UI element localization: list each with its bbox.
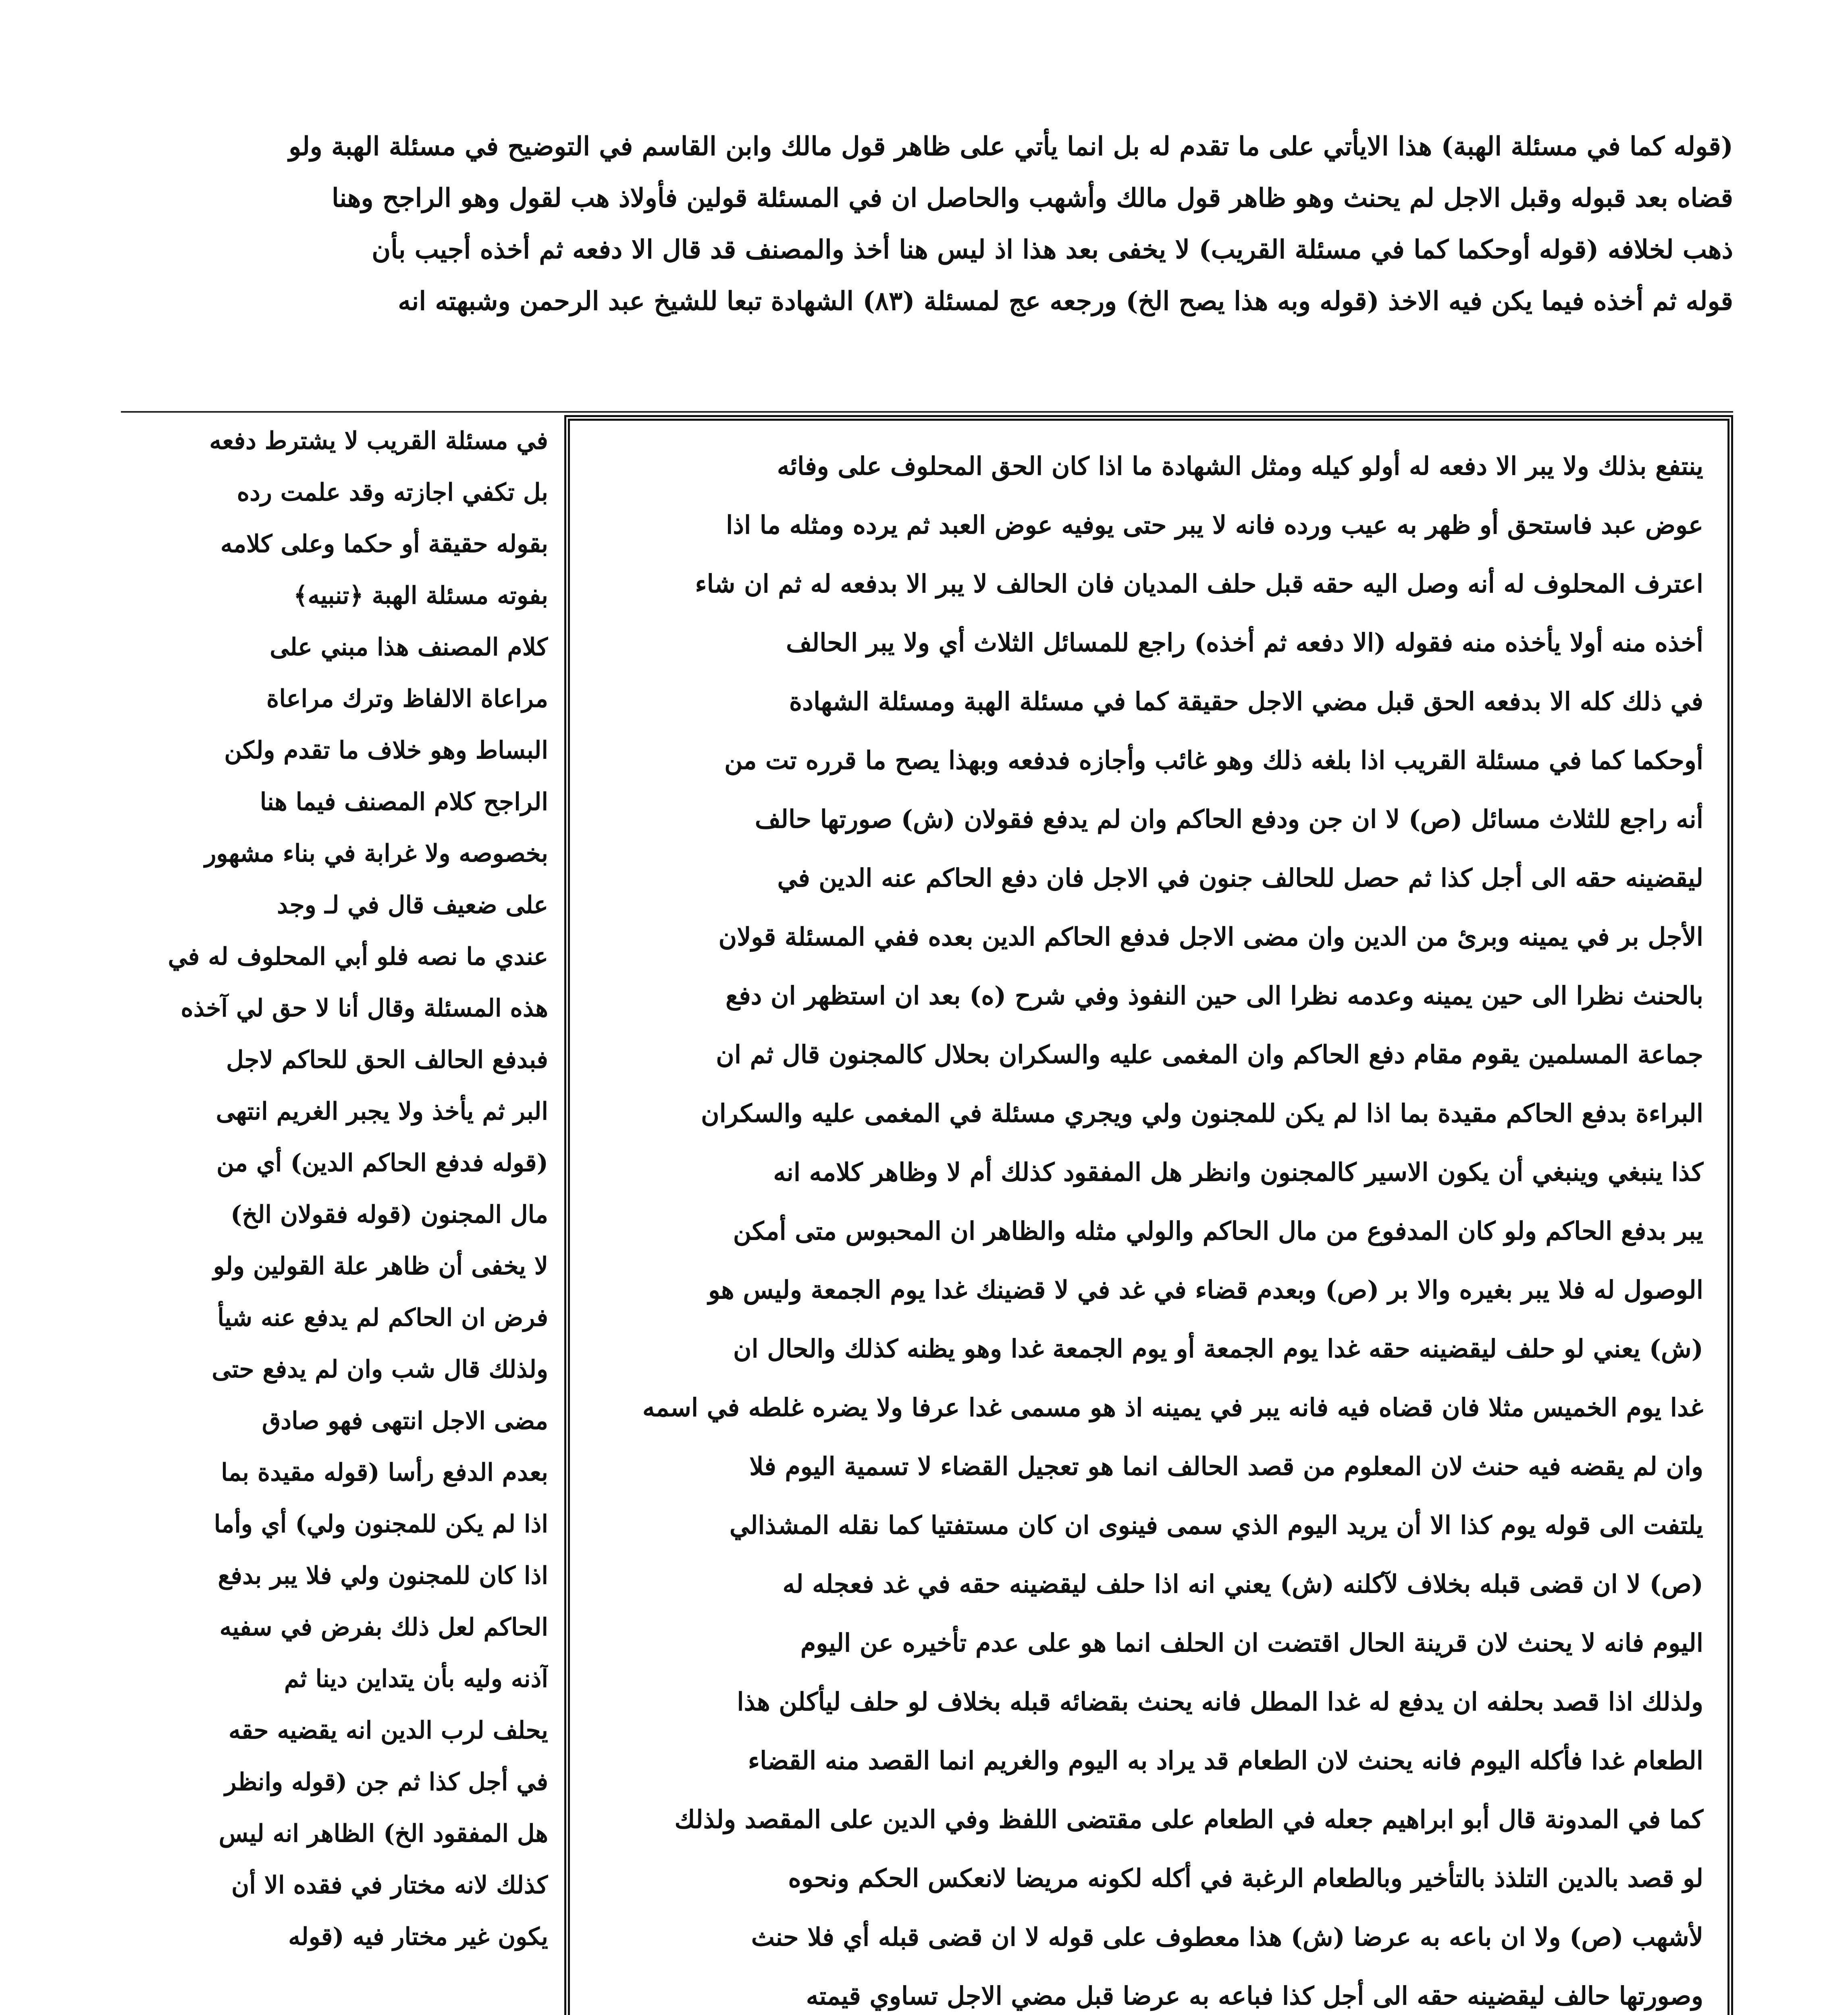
main-line: ليقضينه حقه الى أجل كذا ثم حصل للحالف جنون في الاجل فان دفع الحاكم عنه الدين في bbox=[777, 863, 1703, 893]
margin-line: الحاكم لعل ذلك بفرض في سفيه bbox=[219, 1613, 548, 1641]
main-line: الأجل بر في يمينه وبرئ من الدين وان مضى الاجل فدفع الحاكم الدين بعده ففي المسئلة قولان bbox=[718, 922, 1703, 951]
main-line: غدا يوم الخميس مثلا فان قضاه فيه فانه يبر في يمينه اذ هو مسمى غدا عرفا ولا يضره غلطه في اسمه bbox=[642, 1393, 1703, 1422]
margin-line: الراجح كلام المصنف فيما هنا bbox=[260, 788, 548, 816]
main-line: كما في المدونة قال أبو ابراهيم جعله في الطعام على مقتضى اللفظ وفي الدين على المقصد ولذلك bbox=[674, 1805, 1703, 1834]
header-line: ذهب لخلافه (قوله أوحكما كما في مسئلة القريب) لا يخفى بعد هذا اذ ليس هنا أخذ والمصنف قد قال الا دفعه ثم أخذه أجيب بأن bbox=[372, 235, 1733, 265]
margin-line: البساط وهو خلاف ما تقدم ولكن bbox=[224, 736, 548, 764]
margin-line: مضى الاجل انتهى فهو صادق bbox=[262, 1407, 548, 1435]
margin-line: هذه المسئلة وقال أنا لا حق لي آخذه bbox=[181, 994, 548, 1022]
main-line: الوصول له فلا يبر بغيره والا بر (ص) وبعدم قضاء في غد في لا قضينك غدا يوم الجمعة وليس هو bbox=[708, 1275, 1703, 1305]
margin-line: لا يخفى أن ظاهر علة القولين ولو bbox=[213, 1252, 548, 1280]
main-line: في ذلك كله الا بدفعه الحق قبل مضي الاجل حقيقة كما في مسئلة الهبة ومسئلة الشهادة bbox=[789, 687, 1703, 716]
main-line: وصورتها حالف ليقضينه حقه الى أجل كذا فباعه به عرضا قبل مضي الاجل تساوي قيمته bbox=[806, 1981, 1703, 2011]
margin-line: بقوله حقيقة أو حكما وعلى كلامه bbox=[220, 530, 548, 558]
margin-line: يحلف لرب الدين انه يقضيه حقه bbox=[228, 1716, 548, 1745]
main-line: (ش) يعني لو حلف ليقضينه حقه غدا يوم الجمعة أو يوم الجمعة غدا وهو يظنه كذلك والحال ان bbox=[733, 1334, 1703, 1363]
main-line: أوحكما كما في مسئلة القريب اذا بلغه ذلك وهو غائب وأجازه فدفعه وبهذا يصح ما قرره تت من bbox=[724, 746, 1703, 775]
main-line: لأشهب (ص) ولا ان باعه به عرضا (ش) هذا معطوف على قوله لا ان قضى قبله أي فلا حنث bbox=[751, 1922, 1703, 1952]
header-divider bbox=[121, 411, 1733, 413]
margin-line: ولذلك قال شب وان لم يدفع حتى bbox=[212, 1355, 548, 1383]
margin-line: البر ثم يأخذ ولا يجبر الغريم انتهى bbox=[216, 1097, 548, 1126]
main-line: الطعام غدا فأكله اليوم فانه يحنث لان الطعام قد يراد به اليوم والغريم انما القصد منه القضاء bbox=[748, 1746, 1703, 1775]
main-line: جماعة المسلمين يقوم مقام دفع الحاكم وان المغمى عليه والسكران بحلال كالمجنون قال ثم ان bbox=[716, 1040, 1703, 1069]
margin-line: مال المجنون (قوله فقولان الخ) bbox=[231, 1201, 548, 1229]
main-line: يبر بدفع الحاكم ولو كان المدفوع من مال الحاكم والولي مثله والظاهر ان المحبوس متى أمكن bbox=[733, 1216, 1703, 1246]
margin-line: يكون غير مختار فيه (قوله bbox=[288, 1923, 548, 1951]
margin-line: عندي ما نصه فلو أبي المحلوف له في bbox=[168, 943, 548, 971]
margin-line: بل تكفي اجازته وقد علمت رده bbox=[237, 478, 548, 507]
margin-line: اذا كان للمجنون ولي فلا يبر بدفع bbox=[218, 1562, 548, 1590]
main-line: بالحنث نظرا الى حين يمينه وعدمه نظرا الى حين النفوذ وفي شرح (ه) بعد ان استظهر ان دفع bbox=[725, 981, 1703, 1010]
margin-line: كذلك لانه مختار في فقده الا أن bbox=[231, 1871, 548, 1899]
main-line: عوض عبد فاستحق أو ظهر به عيب ورده فانه لا يبر حتى يوفيه عوض العبد ثم يرده ومثله ما اذا bbox=[726, 510, 1703, 540]
main-text-frame bbox=[564, 415, 1733, 2015]
main-line: اعترف المحلوف له أنه وصل اليه حقه قبل حلف المديان فان الحالف لا يبر الا بدفعه له ثم ان شاء bbox=[695, 569, 1703, 598]
main-line: (ص) لا ان قضى قبله بخلاف لآكلنه (ش) يعني انه اذا حلف ليقضينه حقه في غد فعجله له bbox=[782, 1569, 1703, 1599]
margin-line: فبدفع الحالف الحق للحاكم لاجل bbox=[226, 1046, 548, 1074]
main-line: لو قصد بالدين التلذذ بالتأخير وبالطعام الرغبة في أكله لكونه مريضا لانعكس الحكم ونحوه bbox=[788, 1863, 1703, 1893]
margin-line: (قوله فدفع الحاكم الدين) أي من bbox=[216, 1149, 548, 1177]
main-line: أنه راجع للثلاث مسائل (ص) لا ان جن ودفع الحاكم وان لم يدفع فقولان (ش) صورتها حالف bbox=[755, 804, 1703, 834]
main-line: يلتفت الى قوله يوم كذا الا أن يريد اليوم الذي سمى فينوى ان كان مستفتيا كما نقله المشذالي bbox=[729, 1510, 1703, 1540]
header-commentary bbox=[121, 121, 1733, 411]
main-line: ينتفع بذلك ولا يبر الا دفعه له أولو كيله ومثل الشهادة ما اذا كان الحق المحلوف على وفائه bbox=[777, 451, 1703, 481]
margin-line: فرض ان الحاكم لم يدفع عنه شيأ bbox=[217, 1304, 548, 1332]
margin-line: هل المفقود الخ) الظاهر انه ليس bbox=[218, 1820, 548, 1848]
header-line: قضاه بعد قبوله وقبل الاجل لم يحنث وهو ظاهر قول مالك وأشهب والحاصل ان في المسئلة قولين فأولاذ هب لقول وهو الراجح وهنا bbox=[332, 183, 1733, 213]
header-line: قوله ثم أخذه فيما يكن فيه الاخذ (قوله وبه هذا يصح الخ) ورجعه عج لمسئلة (٨٣) الشهادة تبعا للشيخ عبد الرحمن وشبهته انه bbox=[398, 286, 1733, 316]
margin-line: في أجل كذا ثم جن (قوله وانظر bbox=[225, 1768, 548, 1796]
main-line: أخذه منه أولا يأخذه منه فقوله (الا دفعه ثم أخذه) راجع للمسائل الثلاث أي ولا يبر الحالف bbox=[786, 628, 1703, 657]
margin-line: بفوته مسئلة الهبة ﴿تنبيه﴾ bbox=[293, 582, 548, 610]
margin-line: كلام المصنف هذا مبني على bbox=[270, 633, 548, 661]
margin-commentary bbox=[121, 415, 548, 2015]
margin-line: بخصوصه ولا غرابة في بناء مشهور bbox=[204, 839, 548, 868]
main-line: ولذلك اذا قصد بحلفه ان يدفع له غدا المطل فانه يحنث بقضائه قبله بخلاف لو حلف ليأكلن هذا bbox=[737, 1687, 1703, 1716]
main-line: اليوم فانه لا يحنث لان قرينة الحال اقتضت ان الحلف انما هو على عدم تأخيره عن اليوم bbox=[800, 1628, 1703, 1658]
margin-line: بعدم الدفع رأسا (قوله مقيدة بما bbox=[221, 1458, 548, 1487]
margin-line: في مسئلة القريب لا يشترط دفعه bbox=[209, 427, 548, 455]
margin-line: مراعاة الالفاظ وترك مراعاة bbox=[266, 685, 548, 713]
main-line: البراءة بدفع الحاكم مقيدة بما اذا لم يكن للمجنون ولي ويجري مسئلة في المغمى عليه والسكران bbox=[701, 1099, 1703, 1128]
margin-line: اذا لم يكن للمجنون ولي) أي وأما bbox=[214, 1510, 548, 1538]
margin-line: على ضعيف قال في لـ وجد bbox=[277, 891, 548, 919]
main-line: وان لم يقضه فيه حنث لان المعلوم من قصد الحالف انما هو تعجيل القضاء لا تسمية اليوم فلا bbox=[749, 1452, 1703, 1481]
header-line: (قوله كما في مسئلة الهبة) هذا الايأتي على ما تقدم له بل انما يأتي على ظاهر قول مالك وابن القاسم في التوضيح في مسئلة الهبة ولو bbox=[289, 131, 1733, 162]
main-line: كذا ينبغي وينبغي أن يكون الاسير كالمجنون وانظر هل المفقود كذلك أم لا وظاهر كلامه انه bbox=[773, 1157, 1703, 1187]
margin-line: آذنه وليه بأن يتداين دينا ثم bbox=[284, 1665, 548, 1693]
